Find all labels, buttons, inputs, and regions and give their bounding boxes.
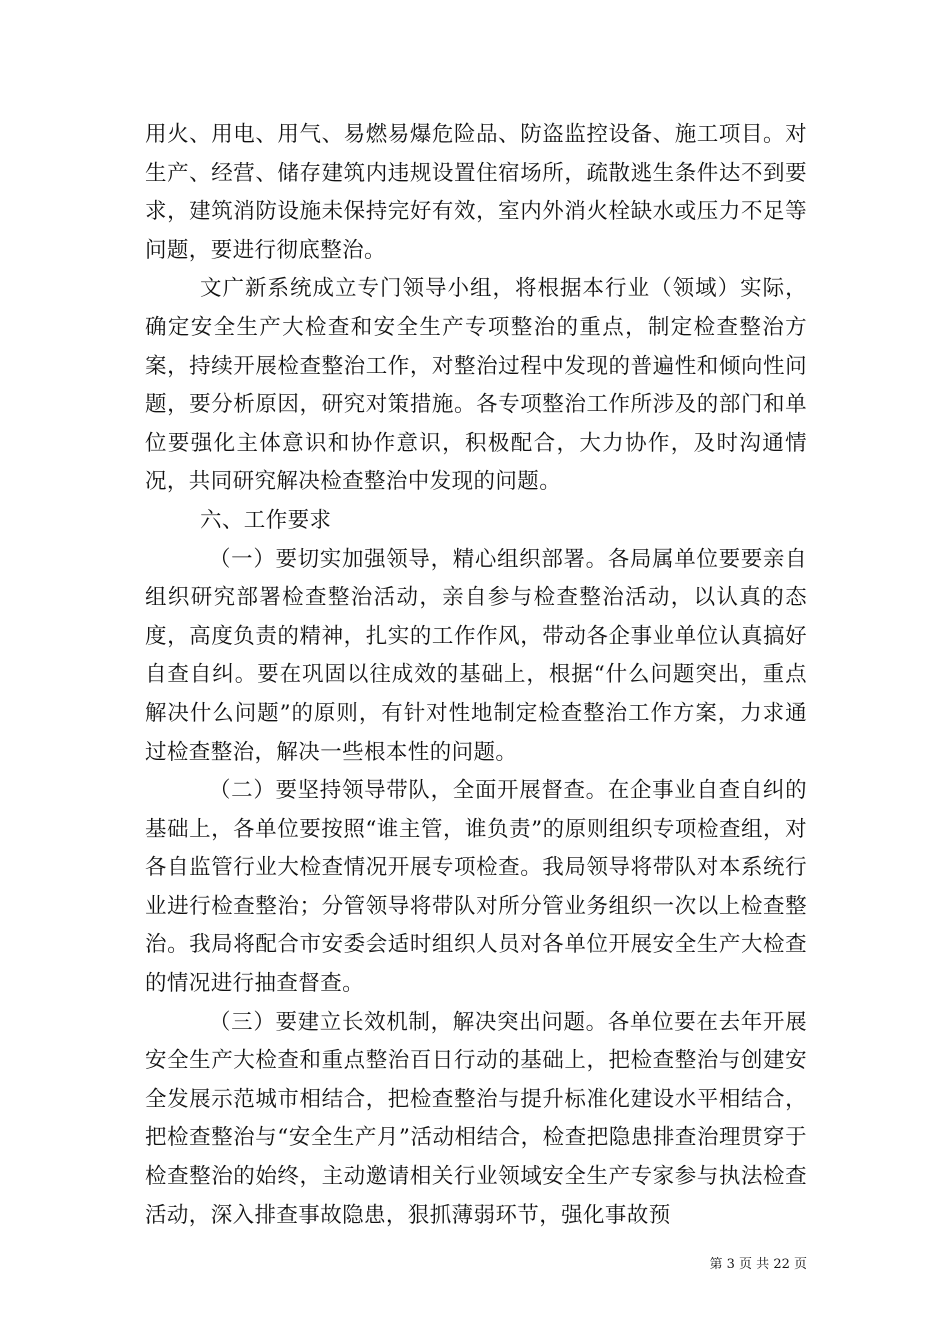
paragraph-continued: 用火、用电、用气、易燃易爆危险品、防盗监控设备、施工项目。对生产、经营、储存建筑内违规设置住宿场所，疏散逃生条件达不到要求，建筑消防设施未保持完好有效，室内外消火栓缺水或压力不足等问题，要进行彻底整治。	[145, 122, 807, 263]
document-body	[145, 116, 807, 1235]
page-number-footer: 第 3 页 共 22 页	[709, 1257, 807, 1272]
paragraph-requirement-1: （一）要切实加强领导，精心组织部署。各局属单位要要亲自组织研究部署检查整治活动，亲自参与检查整治活动，以认真的态度，高度负责的精神，扎实的工作作风，带动各企事业单位认真搞好自查自纠。要在巩固以往成效的基础上，根据“什么问题突出，重点解决什么问题”的原则，有针对性地制定检查整治工作方案，力求通过检查整治，解决一些根本性的问题。	[145, 546, 807, 765]
paragraph-requirement-3: （三）要建立长效机制，解决突出问题。各单位要在去年开展安全生产大检查和重点整治百日行动的基础上，把检查整治与创建安全发展示范城市相结合，把检查整治与提升标准化建设水平相结合，把检查整治与“安全生产月”活动相结合，检查把隐患排查治理贯穿于检查整治的始终，主动邀请相关行业领域安全生产专家参与执法检查活动，深入排查事故隐患，狠抓薄弱环节，强化事故预	[145, 1009, 807, 1228]
paragraph-requirement-2: （二）要坚持领导带队，全面开展督查。在企事业自查自纠的基础上，各单位要按照“谁主管，谁负责”的原则组织专项检查组，对各自监管行业大检查情况开展专项检查。我局领导将带队对本系统行业进行检查整治；分管领导将带队对所分管业务组织一次以上检查整治。我局将配合市安委会适时组织人员对各单位开展安全生产大检查的情况进行抽查督查。	[145, 778, 807, 997]
section-heading-work-requirements: 六、工作要求	[200, 507, 332, 533]
paragraph-leadership-group: 文广新系统成立专门领导小组，将根据本行业（领域）实际，确定安全生产大检查和安全生产专项整治的重点，制定检查整治方案，持续开展检查整治工作，对整治过程中发现的普遍性和倾向性问题，要分析原因，研究对策措施。各专项整治工作所涉及的部门和单位要强化主体意识和协作意识，积极配合，大力协作，及时沟通情况，共同研究解决检查整治中发现的问题。	[145, 276, 807, 495]
